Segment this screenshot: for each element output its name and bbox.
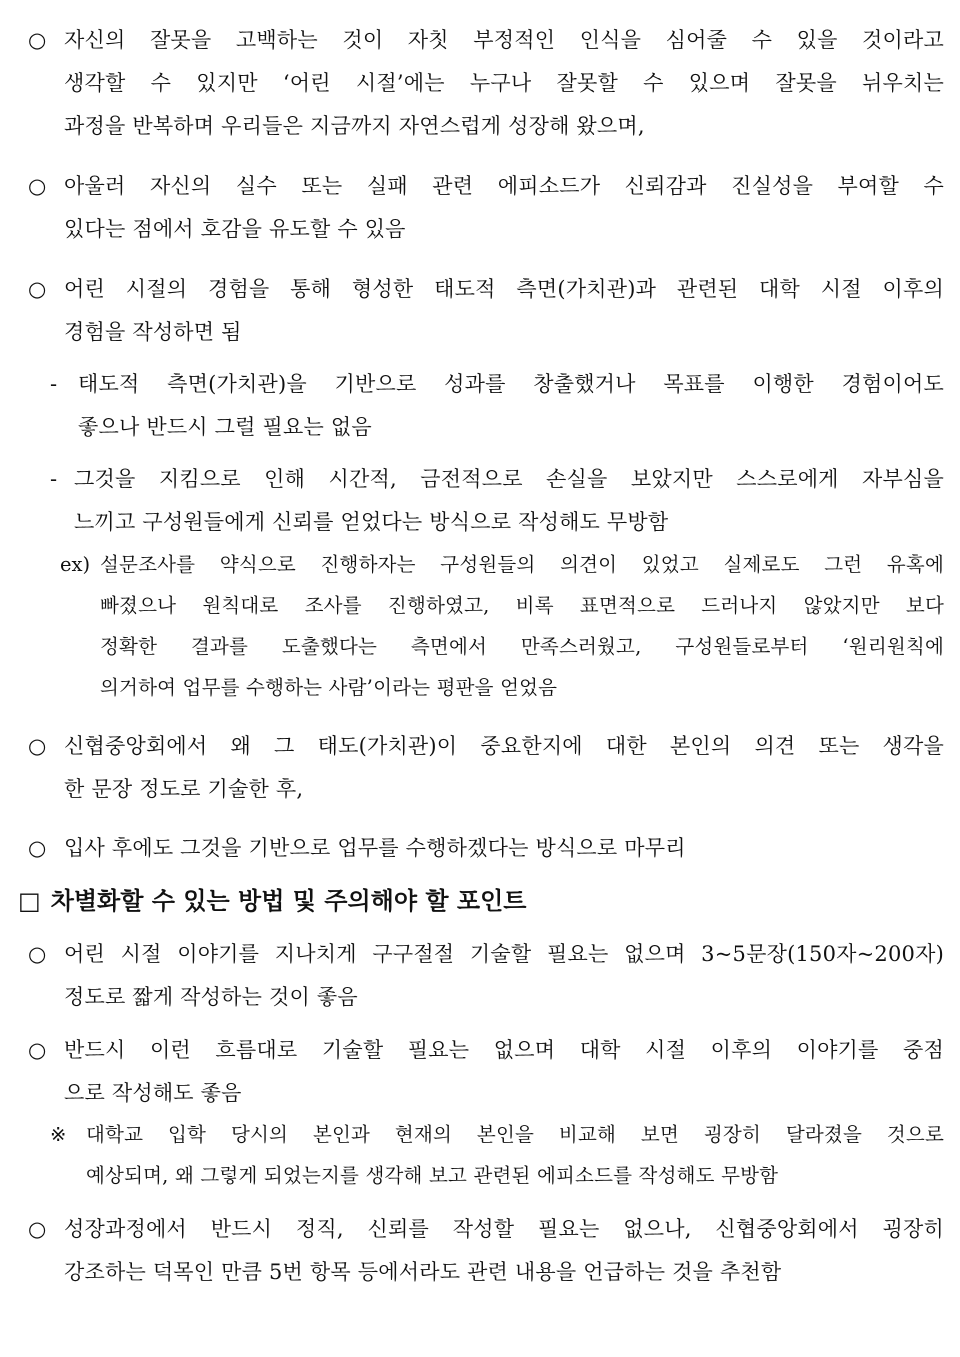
reference-mark-icon: ※ — [50, 1123, 67, 1146]
text-line: 생각할 수 있지만 ‘어린 시절’에는 누구나 잘못할 수 있으며 잘못을 뉘우치는 — [64, 71, 944, 95]
text-line: 대학교 입학 당시의 본인과 현재의 본인을 비교해 보면 굉장히 달라졌을 것으로 — [86, 1123, 944, 1146]
circle-bullet-icon: ○ — [28, 277, 47, 301]
circle-bullet-icon: ○ — [28, 28, 47, 52]
text-line: 성장과정에서 반드시 정직, 신뢰를 작성할 필요는 없으나, 신협중앙회에서 굉장히 — [64, 1217, 944, 1241]
dash-bullet-icon: - — [50, 467, 58, 491]
text-line: 어린 시절 이야기를 지나치게 구구절절 기술할 필요는 없으며 3~5문장(150자~200자) — [64, 942, 944, 966]
text-line: 예상되며, 왜 그렇게 되었는지를 생각해 보고 관련된 에피소드를 작성해도 무방함 — [86, 1164, 779, 1187]
text-line: 있다는 점에서 호감을 유도할 수 있음 — [64, 217, 406, 241]
text-line: 태도적 측면(가치관)을 기반으로 성과를 창출했거나 목표를 이행한 경험이어도 — [78, 372, 944, 396]
circle-bullet-icon: ○ — [28, 836, 47, 860]
text-line: 과정을 반복하며 우리들은 지금까지 자연스럽게 성장해 왔으며, — [64, 114, 645, 138]
circle-bullet-icon: ○ — [28, 1217, 47, 1241]
section-heading-text: 차별화할 수 있는 방법 및 주의해야 할 포인트 — [50, 887, 527, 915]
text-line: 의거하여 업무를 수행하는 사람’이라는 평판을 얻었음 — [100, 676, 558, 699]
text-line: 경험을 작성하면 됨 — [64, 320, 242, 344]
dash-bullet-icon: - — [50, 372, 58, 396]
text-line: 그것을 지킴으로 인해 시간적, 금전적으로 손실을 보았지만 스스로에게 자부심을 — [74, 467, 944, 491]
text-line: 정도로 짧게 작성하는 것이 좋음 — [64, 985, 358, 1009]
text-line: 빠졌으나 원칙대로 조사를 진행하였고, 비록 표면적으로 드러나지 않았지만 보다 — [100, 594, 944, 617]
example-label: ex) — [60, 553, 91, 576]
text-line: 신협중앙회에서 왜 그 태도(가치관)이 중요한지에 대한 본인의 의견 또는 생각을 — [64, 734, 944, 758]
text-line: 설문조사를 약식으로 진행하자는 구성원들의 의견이 있었고 실제로도 그런 유혹에 — [100, 553, 944, 576]
text-line: 자신의 잘못을 고백하는 것이 자칫 부정적인 인식을 심어줄 수 있을 것이라고 — [64, 28, 944, 52]
text-line: 좋으나 반드시 그럴 필요는 없음 — [78, 415, 372, 439]
circle-bullet-icon: ○ — [28, 942, 47, 966]
circle-bullet-icon: ○ — [28, 1038, 47, 1062]
text-line: 아울러 자신의 실수 또는 실패 관련 에피소드가 신뢰감과 진실성을 부여할 수 — [64, 174, 944, 198]
text-line: 어린 시절의 경험을 통해 형성한 태도적 측면(가치관)과 관련된 대학 시절 이후의 — [64, 277, 944, 301]
text-line: 으로 작성해도 좋음 — [64, 1081, 242, 1105]
checkbox-square-icon: □ — [18, 887, 41, 915]
text-line: 입사 후에도 그것을 기반으로 업무를 수행하겠다는 방식으로 마무리 — [64, 836, 686, 860]
text-line: 반드시 이런 흐름대로 기술할 필요는 없으며 대학 시절 이후의 이야기를 중점 — [64, 1038, 944, 1062]
circle-bullet-icon: ○ — [28, 734, 47, 758]
text-line: 강조하는 덕목인 만큼 5번 항목 등에서라도 관련 내용을 언급하는 것을 추천함 — [64, 1260, 782, 1284]
text-line: 한 문장 정도로 기술한 후, — [64, 777, 304, 801]
text-line: 느끼고 구성원들에게 신뢰를 얻었다는 방식으로 작성해도 무방함 — [74, 510, 669, 534]
circle-bullet-icon: ○ — [28, 174, 47, 198]
section-heading — [18, 884, 527, 918]
text-line: 정확한 결과를 도출했다는 측면에서 만족스러웠고, 구성원들로부터 ‘원리원칙에 — [100, 635, 944, 658]
